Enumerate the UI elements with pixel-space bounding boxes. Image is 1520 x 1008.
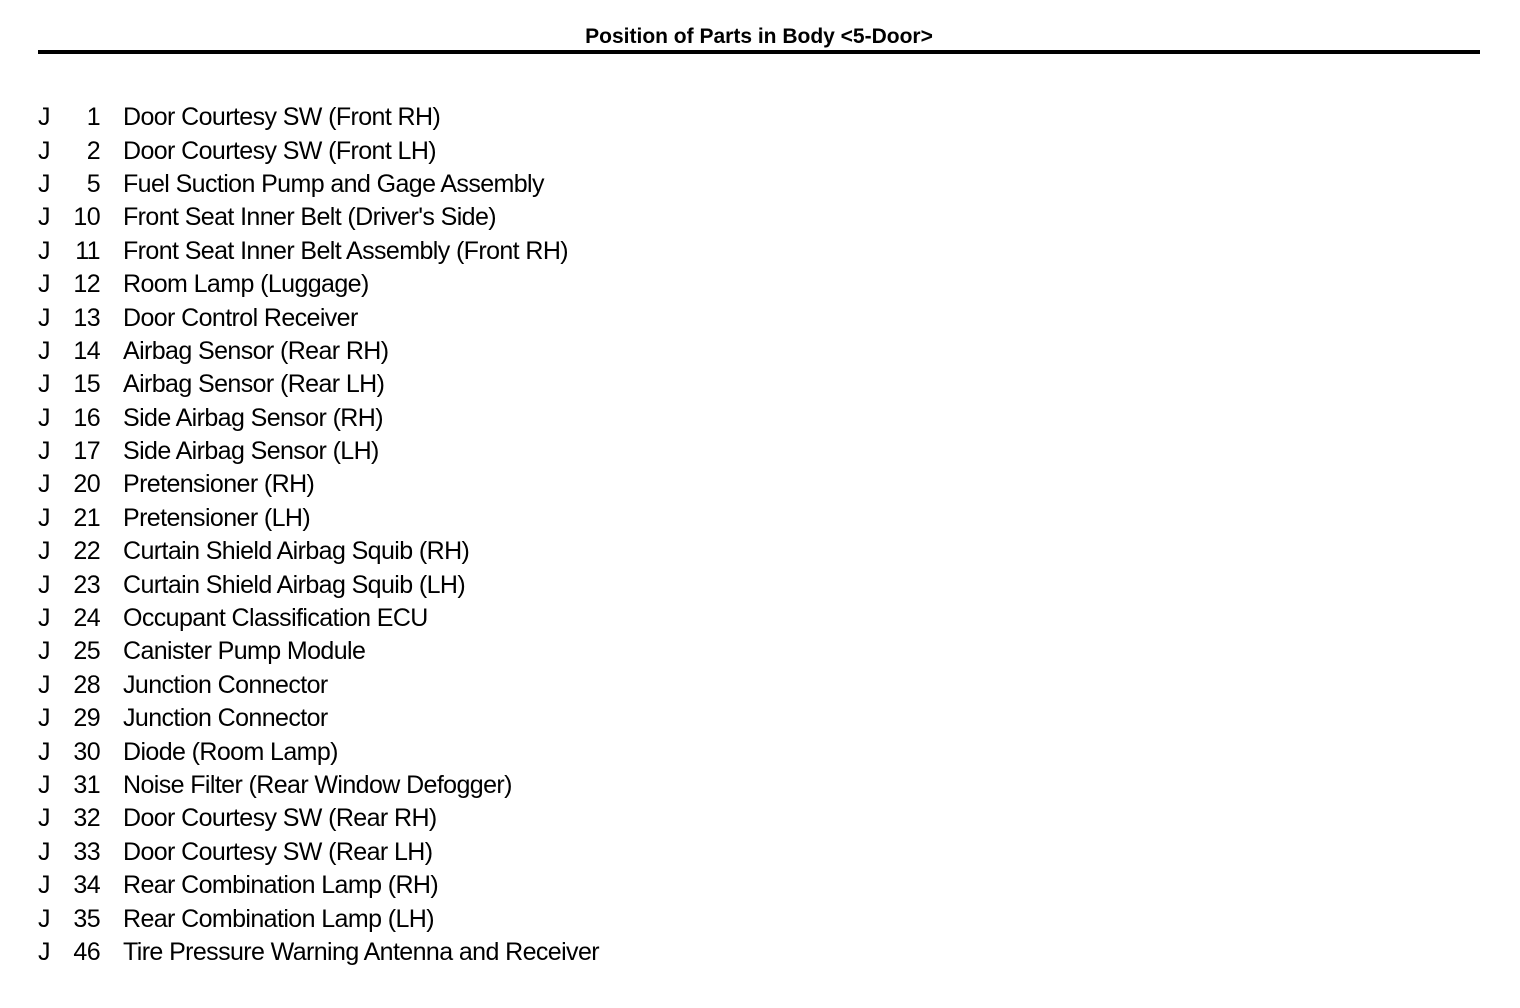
part-code: J bbox=[38, 804, 50, 833]
part-name: Fuel Suction Pump and Gage Assembly bbox=[123, 169, 544, 198]
part-name: Noise Filter (Rear Window Defogger) bbox=[123, 771, 512, 799]
part-code: J bbox=[38, 203, 50, 232]
part-name: Rear Combination Lamp (LH) bbox=[123, 904, 434, 933]
part-code: J bbox=[38, 370, 50, 399]
part-number: 34 bbox=[73, 871, 100, 900]
part-number: 30 bbox=[73, 737, 100, 766]
part-name: Junction Connector bbox=[123, 670, 328, 699]
part-number: 15 bbox=[73, 370, 100, 399]
part-name: Front Seat Inner Belt Assembly (Front RH) bbox=[123, 236, 569, 265]
part-code: J bbox=[38, 837, 50, 866]
part-code: J bbox=[38, 704, 50, 733]
part-number: 28 bbox=[73, 670, 100, 699]
part-code: J bbox=[38, 670, 50, 699]
parts-row bbox=[38, 635, 599, 668]
part-code: J bbox=[38, 470, 50, 499]
parts-row bbox=[38, 402, 599, 435]
parts-row bbox=[38, 902, 599, 935]
parts-row bbox=[38, 602, 599, 635]
parts-row bbox=[38, 735, 599, 768]
parts-row bbox=[38, 134, 599, 167]
parts-row bbox=[38, 669, 599, 702]
parts-row bbox=[38, 368, 599, 401]
page-title: Position of Parts in Body <5-Door> bbox=[585, 25, 933, 48]
part-number: 13 bbox=[73, 303, 100, 332]
part-number: 33 bbox=[73, 837, 100, 866]
parts-row bbox=[38, 235, 599, 268]
parts-row bbox=[38, 468, 599, 501]
parts-row bbox=[38, 101, 599, 134]
part-number: 12 bbox=[73, 270, 100, 299]
part-number: 17 bbox=[73, 437, 100, 466]
part-number: 29 bbox=[73, 704, 100, 733]
part-code: J bbox=[38, 604, 50, 633]
part-name: Canister Pump Module bbox=[123, 637, 366, 666]
parts-row bbox=[38, 435, 599, 468]
parts-row bbox=[38, 769, 599, 802]
part-number: 31 bbox=[73, 771, 100, 799]
part-code: J bbox=[38, 503, 50, 532]
part-code: J bbox=[38, 403, 50, 432]
part-code: J bbox=[38, 437, 50, 466]
part-name: Pretensioner (RH) bbox=[123, 470, 315, 499]
parts-row bbox=[38, 301, 599, 334]
parts-row bbox=[38, 201, 599, 234]
part-number: 35 bbox=[73, 904, 100, 933]
parts-row bbox=[38, 568, 599, 601]
part-code: J bbox=[38, 169, 50, 198]
part-number: 25 bbox=[73, 637, 100, 666]
part-code: J bbox=[38, 637, 50, 666]
part-code: J bbox=[38, 303, 50, 332]
part-number: 20 bbox=[73, 470, 100, 499]
part-code: J bbox=[38, 871, 50, 900]
part-number: 5 bbox=[86, 169, 100, 198]
parts-row bbox=[38, 836, 599, 869]
part-name: Curtain Shield Airbag Squib (LH) bbox=[123, 570, 466, 599]
part-code: J bbox=[38, 336, 50, 365]
part-number: 22 bbox=[73, 537, 100, 566]
page-header bbox=[38, 22, 1480, 54]
parts-row bbox=[38, 168, 599, 201]
parts-row bbox=[38, 936, 599, 969]
part-number: 46 bbox=[73, 937, 100, 966]
part-name: Front Seat Inner Belt (Driver's Side) bbox=[123, 203, 496, 232]
part-name: Junction Connector bbox=[123, 704, 328, 733]
part-name: Tire Pressure Warning Antenna and Receiver bbox=[123, 937, 599, 966]
parts-row bbox=[38, 535, 599, 568]
part-number: 21 bbox=[73, 503, 100, 532]
part-code: J bbox=[38, 937, 50, 966]
part-name: Side Airbag Sensor (RH) bbox=[123, 403, 383, 432]
part-code: J bbox=[38, 737, 50, 766]
part-name: Pretensioner (LH) bbox=[123, 503, 311, 532]
part-number: 11 bbox=[75, 236, 100, 265]
part-name: Airbag Sensor (Rear RH) bbox=[123, 336, 389, 365]
part-name: Door Courtesy SW (Front RH) bbox=[123, 103, 441, 132]
parts-row bbox=[38, 869, 599, 902]
part-number: 10 bbox=[73, 203, 100, 232]
part-name: Door Courtesy SW (Front LH) bbox=[123, 136, 437, 165]
part-number: 1 bbox=[86, 103, 100, 132]
part-name: Curtain Shield Airbag Squib (RH) bbox=[123, 537, 470, 566]
part-code: J bbox=[38, 570, 50, 599]
part-number: 32 bbox=[73, 804, 100, 833]
part-name: Door Courtesy SW (Rear RH) bbox=[123, 804, 437, 833]
part-code: J bbox=[38, 270, 50, 299]
parts-row bbox=[38, 702, 599, 735]
part-name: Airbag Sensor (Rear LH) bbox=[123, 370, 385, 399]
part-number: 14 bbox=[73, 336, 100, 365]
part-name: Occupant Classification ECU bbox=[123, 604, 428, 633]
part-name: Room Lamp (Luggage) bbox=[123, 270, 369, 299]
part-code: J bbox=[38, 236, 50, 265]
part-code: J bbox=[38, 904, 50, 933]
part-name: Door Control Receiver bbox=[123, 303, 358, 332]
part-name: Side Airbag Sensor (LH) bbox=[123, 437, 379, 466]
part-number: 16 bbox=[73, 403, 100, 432]
parts-row bbox=[38, 802, 599, 835]
part-name: Diode (Room Lamp) bbox=[123, 737, 338, 766]
part-code: J bbox=[38, 537, 50, 566]
parts-list bbox=[38, 101, 599, 969]
part-code: J bbox=[38, 771, 50, 799]
parts-row bbox=[38, 335, 599, 368]
part-number: 2 bbox=[86, 136, 100, 165]
part-number: 23 bbox=[73, 570, 100, 599]
part-code: J bbox=[38, 136, 50, 165]
part-number: 24 bbox=[73, 604, 100, 633]
part-name: Door Courtesy SW (Rear LH) bbox=[123, 837, 433, 866]
part-name: Rear Combination Lamp (RH) bbox=[123, 871, 439, 900]
parts-row bbox=[38, 268, 599, 301]
parts-row bbox=[38, 502, 599, 535]
part-code: J bbox=[38, 103, 50, 132]
